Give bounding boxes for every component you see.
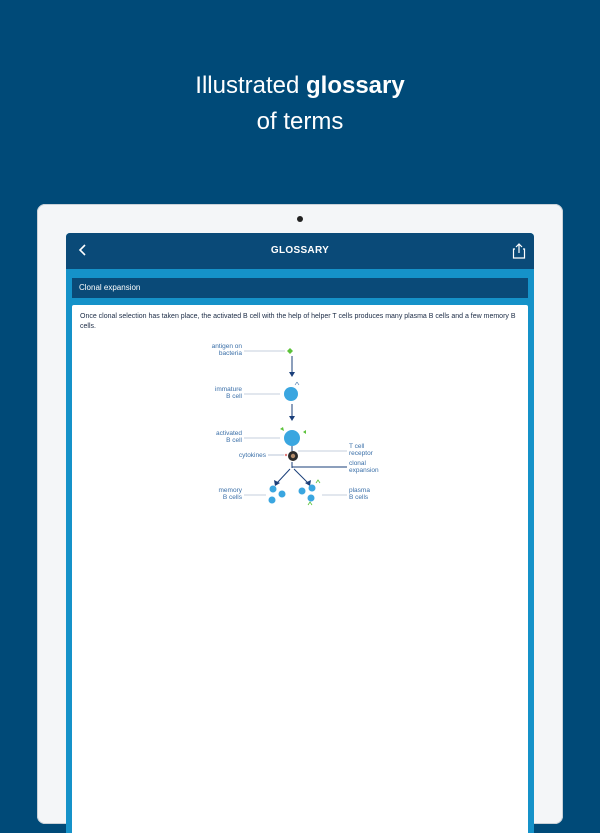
antibody-2 bbox=[316, 480, 320, 483]
activated-b-cell bbox=[284, 430, 300, 446]
camera-dot bbox=[297, 216, 303, 222]
label-tcell-1: T cell bbox=[349, 443, 365, 450]
label-antigen-2: bacteria bbox=[218, 350, 242, 357]
term-definition: Once clonal selection has taken place, the activated B cell with the help of helper T cells produces many plasma B cells and a few memory B cells. bbox=[80, 313, 516, 330]
plasma-b-cell-2 bbox=[309, 485, 316, 492]
label-clonal-1: clonal bbox=[349, 460, 366, 467]
label-plasma-1: plasma bbox=[349, 487, 370, 494]
arrowhead-1 bbox=[289, 372, 295, 377]
arrow-left bbox=[277, 469, 290, 483]
memory-b-cell-1 bbox=[270, 486, 277, 493]
nav-title: GLOSSARY bbox=[270, 245, 330, 256]
label-activated-1: activated bbox=[215, 430, 242, 437]
term-content bbox=[72, 305, 528, 833]
term-title-bar: Clonal expansion bbox=[72, 278, 528, 298]
headline-line-2: of terms bbox=[256, 108, 344, 135]
cytokine-dots bbox=[285, 454, 287, 456]
antigen-shape bbox=[287, 348, 293, 354]
headline-line-1: Illustrated glossary bbox=[195, 72, 405, 99]
app-screen bbox=[66, 233, 534, 833]
plasma-b-cell-1 bbox=[299, 488, 306, 495]
back-button[interactable] bbox=[72, 240, 94, 262]
label-tcell-2: receptor bbox=[349, 450, 373, 457]
label-cytokines: cytokines bbox=[238, 452, 266, 459]
immature-b-cell bbox=[284, 387, 298, 401]
label-antigen-1: antigen on bbox=[211, 343, 242, 350]
memory-b-cell-2 bbox=[279, 491, 286, 498]
share-icon bbox=[510, 242, 528, 260]
label-immature-1: immature bbox=[214, 386, 242, 393]
label-plasma-2: B cells bbox=[349, 494, 369, 501]
bound-antigen-left bbox=[280, 427, 284, 431]
navbar bbox=[66, 233, 534, 269]
receptor-stub bbox=[295, 382, 299, 385]
label-memory-2: B cells bbox=[222, 494, 242, 501]
arrow-right bbox=[294, 469, 308, 483]
memory-b-cell-3 bbox=[269, 497, 276, 504]
bound-antigen-right bbox=[303, 430, 306, 434]
plasma-b-cell-3 bbox=[308, 495, 315, 502]
antibody-1 bbox=[308, 502, 312, 505]
tablet-frame bbox=[37, 204, 563, 824]
chevron-left-icon bbox=[78, 243, 88, 257]
helper-t-cell-core bbox=[291, 454, 295, 458]
label-activated-2: B cell bbox=[226, 437, 242, 444]
promo-headline bbox=[0, 68, 600, 140]
arrowhead-2 bbox=[289, 416, 295, 421]
label-clonal-2: expansion bbox=[349, 467, 379, 474]
label-immature-2: B cell bbox=[226, 393, 242, 400]
share-button[interactable] bbox=[510, 242, 528, 260]
label-memory-1: memory bbox=[218, 487, 242, 494]
clonal-expansion-diagram bbox=[72, 305, 528, 535]
